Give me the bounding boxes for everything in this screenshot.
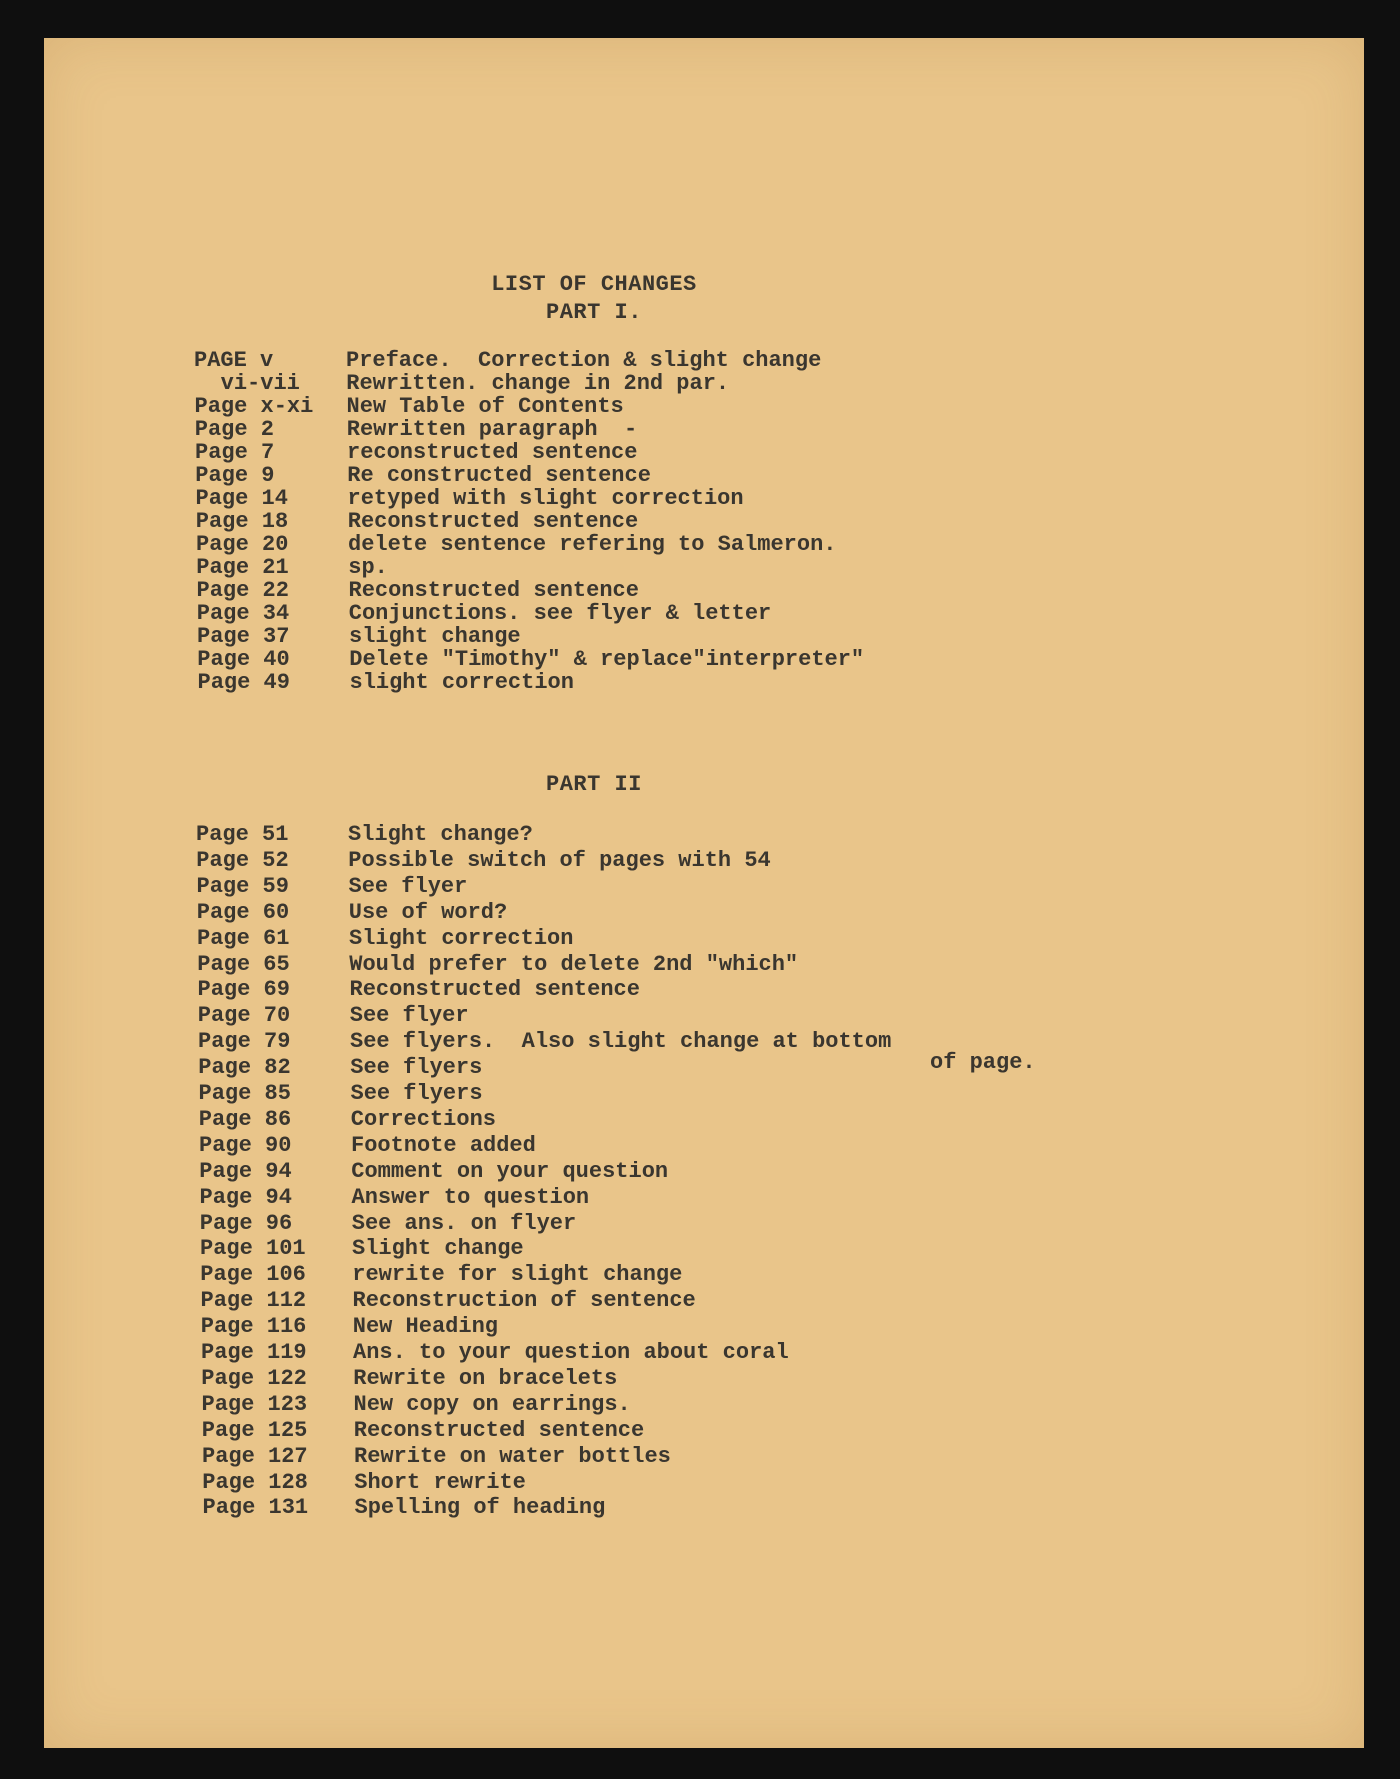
page-reference: Page 116 [200, 1314, 307, 1339]
page-reference: Page 106 [200, 1262, 306, 1287]
change-description: Preface. Correction & slight change [346, 348, 822, 373]
change-description: Answer to question [351, 1185, 590, 1210]
page-reference: Page 79 [198, 1029, 291, 1054]
page-reference: Page 20 [196, 532, 289, 557]
page-reference: Page 122 [201, 1366, 307, 1391]
part-two-heading: PART II [546, 772, 642, 797]
change-description: Re constructed sentence [347, 463, 651, 488]
change-description: See ans. on flyer [351, 1211, 577, 1236]
page-reference: Page 86 [198, 1107, 292, 1132]
page-reference: Page 70 [197, 1003, 291, 1028]
change-description: New copy on earrings. [353, 1392, 631, 1417]
paper-sheet [44, 38, 1364, 1748]
page-reference: Page 85 [198, 1081, 291, 1106]
change-description: Rewritten. change in 2nd par. [346, 371, 730, 396]
change-description: Use of word? [348, 900, 508, 925]
continuation-note: of page. [930, 1050, 1036, 1075]
change-description: Slight correction [349, 926, 574, 951]
change-description: Reconstructed sentence [349, 977, 640, 1002]
change-description: Delete "Timothy" & replace"interpreter" [349, 647, 865, 672]
page-reference: Page 9 [195, 463, 275, 488]
page-reference: Page 60 [196, 900, 290, 925]
change-description: Reconstructed sentence [348, 578, 639, 603]
page-reference: Page 65 [197, 952, 290, 977]
part-one-heading: PART I. [546, 300, 642, 325]
change-description: Reconstructed sentence [347, 509, 639, 534]
change-description: reconstructed sentence [347, 440, 638, 465]
change-description: rewrite for slight change [352, 1262, 683, 1287]
page-reference: Page 59 [196, 874, 289, 899]
change-description: retyped with slight correction [347, 486, 744, 511]
change-description: Reconstructed sentence [353, 1418, 645, 1443]
page-reference: Page 18 [195, 509, 289, 534]
change-description: Spelling of heading [354, 1495, 606, 1520]
change-description: slight change [349, 624, 521, 649]
page-reference: Page 94 [199, 1185, 292, 1210]
change-description: Slight change? [348, 822, 533, 847]
change-description: Rewrite on water bottles [354, 1444, 671, 1469]
change-description: See flyers. Also slight change at bottom [350, 1029, 892, 1054]
page-reference: Page 90 [199, 1133, 292, 1158]
page-reference: vi-vii [194, 371, 300, 396]
page-reference: Page 7 [195, 440, 275, 465]
change-description: Footnote added [351, 1133, 536, 1158]
change-description: Reconstruction of sentence [352, 1288, 696, 1313]
page-reference: Page 14 [195, 486, 288, 511]
change-description: sp. [348, 555, 388, 580]
page-reference: Page 37 [197, 624, 290, 649]
page-reference: Page 119 [201, 1340, 307, 1365]
page-reference: Page 123 [201, 1392, 308, 1417]
page-reference: Page 40 [197, 647, 290, 672]
change-description: Short rewrite [354, 1470, 526, 1495]
page-reference: Page 94 [199, 1159, 292, 1184]
page-reference: Page 128 [202, 1470, 308, 1495]
change-description: See flyer [348, 874, 468, 899]
document-body [44, 38, 1364, 1748]
page-reference: Page 125 [201, 1418, 308, 1443]
change-description: Rewrite on bracelets [353, 1366, 618, 1391]
document-title: LIST OF CHANGES [491, 272, 697, 297]
change-description: Would prefer to delete 2nd "which" [349, 952, 799, 977]
change-description: Corrections [350, 1107, 496, 1132]
page-reference: Page 69 [197, 977, 290, 1002]
page-reference: Page 131 [202, 1495, 309, 1520]
page-reference: Page 127 [202, 1444, 308, 1469]
change-description: Rewritten paragraph - [346, 417, 638, 442]
page-reference: PAGE v [194, 348, 274, 373]
change-description: Conjunctions. see flyer & letter [348, 601, 772, 626]
page-reference: Page x-xi [194, 394, 314, 419]
change-description: delete sentence refering to Salmeron. [348, 532, 837, 557]
page-reference: Page 49 [197, 670, 290, 695]
change-description: Possible switch of pages with 54 [348, 848, 771, 873]
change-description: See flyers [350, 1055, 483, 1080]
change-description: See flyers [350, 1081, 483, 1106]
change-description: slight correction [349, 670, 574, 695]
page-reference: Page 21 [196, 555, 289, 580]
change-description: Comment on your question [351, 1159, 669, 1184]
change-description: New Table of Contents [346, 394, 624, 419]
page-reference: Page 82 [198, 1055, 291, 1080]
change-description: New Heading [352, 1314, 498, 1339]
page-reference: Page 96 [199, 1211, 293, 1236]
page-reference: Page 61 [197, 926, 290, 951]
page-reference: Page 2 [194, 417, 274, 442]
page-reference: Page 22 [196, 578, 289, 603]
change-description: Ans. to your question about coral [353, 1340, 789, 1365]
page-reference: Page 51 [196, 822, 289, 847]
page-reference: Page 112 [200, 1288, 307, 1313]
page-reference: Page 52 [196, 848, 289, 873]
page-reference: Page 34 [196, 601, 290, 626]
change-description: See flyer [349, 1003, 469, 1028]
change-description: Slight change [352, 1236, 524, 1261]
page-reference: Page 101 [200, 1236, 306, 1261]
